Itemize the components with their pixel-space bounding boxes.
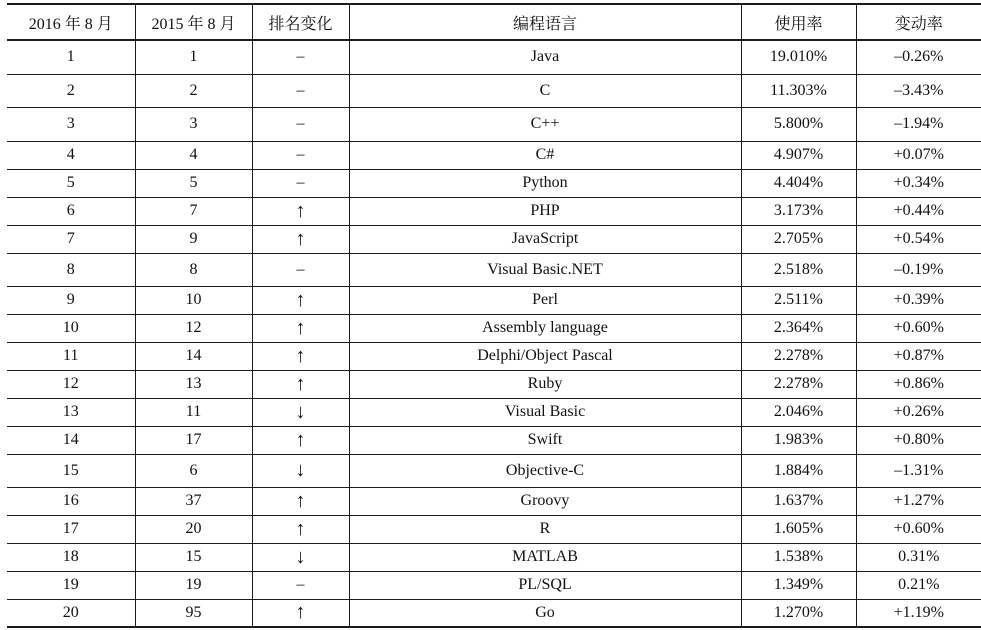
cell-language (349, 487, 741, 515)
cell-usage (741, 571, 856, 599)
cell-usage-text: 1.349% (773, 576, 824, 593)
cell-rank-2016 (7, 74, 135, 107)
cell-rank-2016 (7, 543, 135, 571)
cell-rank-2015-text: 17 (185, 431, 202, 448)
cell-rank-2015 (135, 314, 252, 342)
cell-rank-2016-text: 15 (62, 461, 79, 479)
cell-rank-2015 (135, 599, 252, 627)
cell-language-text: Visual Basic.NET (487, 260, 603, 278)
cell-usage-text: 3.173% (773, 202, 824, 219)
cell-delta (856, 197, 981, 225)
cell-delta (856, 225, 981, 253)
cell-language-text: Ruby (527, 375, 563, 392)
cell-language (349, 342, 741, 370)
cell-rank-2015-text: 37 (185, 492, 202, 509)
cell-usage (741, 40, 856, 74)
cell-delta-text: –1.31% (894, 461, 944, 479)
table-row (7, 107, 981, 141)
cell-delta-text: +1.27% (893, 492, 944, 509)
cell-delta (856, 314, 981, 342)
cell-language (349, 225, 741, 253)
rank-change-indicator: ↓ (295, 459, 306, 481)
cell-rank-2015-text: 12 (185, 319, 202, 336)
table-row (7, 286, 981, 314)
cell-rank-2015 (135, 571, 252, 599)
cell-delta (856, 426, 981, 454)
cell-rank-2015 (135, 253, 252, 286)
cell-rank-2015 (135, 169, 252, 197)
cell-usage-text: 2.511% (774, 291, 823, 308)
cell-rank-2015-text: 4 (189, 146, 198, 163)
cell-rank-2015 (135, 543, 252, 571)
cell-language-text: Swift (527, 431, 563, 448)
cell-delta (856, 74, 981, 107)
cell-language-text: Groovy (520, 492, 570, 509)
cell-delta-text: –1.94% (894, 115, 944, 132)
cell-rank-change (252, 487, 349, 515)
table-row (7, 370, 981, 398)
rank-change-indicator: ↑ (295, 316, 306, 339)
cell-rank-change (252, 74, 349, 107)
cell-rank-2016 (7, 398, 135, 426)
cell-rank-change (252, 543, 349, 571)
cell-rank-2016-text: 16 (62, 492, 79, 509)
table-row (7, 169, 981, 197)
cell-rank-2016 (7, 487, 135, 515)
cell-rank-2015 (135, 515, 252, 543)
cell-delta (856, 286, 981, 314)
cell-delta (856, 342, 981, 370)
table-row (7, 40, 981, 74)
rank-change-indicator: ↑ (295, 517, 306, 540)
cell-rank-2015-text: 6 (189, 461, 198, 479)
table-row (7, 543, 981, 571)
cell-rank-2015 (135, 225, 252, 253)
cell-usage-text: 1.538% (773, 548, 824, 565)
table-row (7, 454, 981, 487)
cell-usage (741, 253, 856, 286)
cell-language (349, 599, 741, 627)
cell-language-text: PHP (530, 202, 560, 219)
cell-rank-2016-text: 7 (66, 230, 75, 247)
cell-rank-2015-text: 3 (189, 115, 198, 132)
rank-change-indicator: – (296, 115, 305, 132)
cell-usage-text: 1.637% (773, 492, 824, 509)
cell-rank-change (252, 426, 349, 454)
header-rank-2015: 2015 年 8 月 (135, 4, 252, 40)
cell-delta-text: +0.34% (893, 174, 944, 191)
cell-language-text: MATLAB (512, 548, 578, 565)
rank-change-indicator: ↑ (295, 227, 306, 250)
cell-language (349, 253, 741, 286)
cell-usage-text: 1.884% (773, 461, 824, 479)
cell-delta (856, 370, 981, 398)
cell-language (349, 398, 741, 426)
rank-change-indicator: – (296, 48, 305, 66)
cell-rank-2015 (135, 141, 252, 169)
cell-rank-2015-text: 5 (189, 174, 198, 191)
cell-usage (741, 487, 856, 515)
cell-language-text: Python (522, 174, 568, 191)
cell-language-text: JavaScript (511, 230, 579, 247)
cell-rank-2016 (7, 426, 135, 454)
rank-change-indicator: ↓ (295, 545, 306, 568)
rank-change-indicator: – (296, 146, 305, 163)
cell-rank-2015-text: 15 (185, 548, 202, 565)
table-row (7, 426, 981, 454)
cell-language (349, 370, 741, 398)
cell-language (349, 454, 741, 487)
cell-rank-2016 (7, 225, 135, 253)
cell-rank-2016 (7, 342, 135, 370)
cell-usage-text: 2.278% (773, 375, 824, 392)
rank-change-indicator: – (296, 260, 305, 278)
cell-usage-text: 4.907% (773, 146, 824, 163)
cell-rank-2015-text: 10 (185, 291, 202, 308)
cell-rank-2015 (135, 197, 252, 225)
rank-change-indicator: ↑ (295, 428, 306, 451)
cell-delta (856, 141, 981, 169)
cell-rank-2015-text: 14 (185, 347, 202, 364)
cell-rank-change (252, 225, 349, 253)
rank-change-indicator: ↑ (295, 601, 306, 624)
cell-usage (741, 370, 856, 398)
rank-change-indicator: ↑ (295, 344, 306, 367)
rank-change-indicator: ↑ (295, 199, 306, 222)
cell-rank-2016-text: 4 (66, 146, 75, 163)
cell-delta (856, 543, 981, 571)
cell-rank-2016-text: 12 (62, 375, 79, 392)
cell-usage (741, 543, 856, 571)
cell-rank-2016-text: 2 (66, 81, 75, 99)
cell-rank-2015-text: 13 (185, 375, 202, 392)
cell-rank-2015-text: 9 (189, 230, 198, 247)
cell-delta (856, 487, 981, 515)
table-row (7, 515, 981, 543)
rank-change-indicator: ↑ (295, 489, 306, 512)
cell-usage-text: 19.010% (769, 48, 828, 66)
cell-usage (741, 169, 856, 197)
cell-language-text: R (539, 520, 551, 537)
table-body (7, 40, 981, 627)
header-delta: 变动率 (856, 4, 981, 40)
rank-change-indicator: ↑ (295, 372, 306, 395)
cell-rank-2016-text: 13 (62, 403, 79, 420)
table-row (7, 487, 981, 515)
cell-usage-text: 2.046% (773, 403, 824, 420)
cell-rank-2016 (7, 197, 135, 225)
table-row (7, 225, 981, 253)
cell-rank-2016-text: 14 (62, 431, 79, 448)
cell-rank-2015-text: 20 (185, 520, 202, 537)
cell-language-text: C++ (530, 115, 560, 132)
cell-rank-change (252, 169, 349, 197)
table-row (7, 571, 981, 599)
cell-delta-text: 0.21% (898, 576, 940, 593)
cell-language-text: Delphi/Object Pascal (477, 347, 613, 364)
cell-language (349, 571, 741, 599)
cell-rank-2015 (135, 342, 252, 370)
cell-delta-text: +0.07% (893, 146, 944, 163)
cell-rank-2015 (135, 426, 252, 454)
cell-rank-2016-text: 3 (66, 115, 75, 132)
cell-usage (741, 107, 856, 141)
cell-rank-change (252, 342, 349, 370)
cell-rank-2015 (135, 398, 252, 426)
cell-delta (856, 40, 981, 74)
cell-language-text: PL/SQL (518, 576, 572, 593)
table-row (7, 398, 981, 426)
cell-delta-text: +0.60% (893, 319, 944, 336)
cell-rank-2015-text: 19 (185, 576, 202, 593)
cell-language-text: C (539, 81, 551, 99)
cell-rank-change (252, 107, 349, 141)
cell-rank-2016-text: 10 (62, 319, 79, 336)
cell-delta (856, 253, 981, 286)
cell-delta-text: 0.31% (898, 548, 940, 565)
cell-rank-2015-text: 7 (189, 202, 198, 219)
cell-rank-change (252, 197, 349, 225)
cell-rank-2016-text: 17 (62, 520, 79, 537)
cell-language (349, 314, 741, 342)
cell-rank-2016-text: 20 (62, 603, 79, 621)
cell-rank-2015-text: 2 (189, 81, 198, 99)
cell-rank-2016-text: 11 (63, 347, 79, 364)
cell-delta-text: +0.54% (893, 230, 944, 247)
cell-usage (741, 515, 856, 543)
cell-rank-change (252, 571, 349, 599)
cell-usage (741, 141, 856, 169)
header-language: 编程语言 (349, 4, 741, 40)
cell-usage (741, 197, 856, 225)
cell-language (349, 169, 741, 197)
cell-rank-2016 (7, 169, 135, 197)
cell-rank-2016 (7, 141, 135, 169)
cell-usage-text: 2.705% (773, 230, 824, 247)
cell-language-text: Assembly language (482, 319, 608, 336)
cell-language (349, 543, 741, 571)
header-rank-change: 排名变化 (252, 4, 349, 40)
cell-delta-text: +0.44% (893, 202, 944, 219)
cell-usage (741, 426, 856, 454)
cell-usage-text: 2.278% (773, 347, 824, 364)
cell-delta-text: +0.87% (893, 347, 944, 364)
cell-rank-change (252, 398, 349, 426)
cell-delta-text: –0.19% (894, 260, 944, 278)
cell-usage-text: 2.364% (773, 319, 824, 336)
cell-rank-2015 (135, 370, 252, 398)
cell-rank-2016-text: 8 (66, 260, 75, 278)
cell-language (349, 197, 741, 225)
cell-usage (741, 398, 856, 426)
cell-rank-2015-text: 95 (185, 603, 202, 621)
rank-change-indicator: ↓ (295, 400, 306, 423)
cell-rank-2016 (7, 454, 135, 487)
cell-delta (856, 169, 981, 197)
cell-rank-2015-text: 11 (185, 403, 202, 420)
rank-change-indicator: – (296, 81, 305, 99)
table-row (7, 253, 981, 286)
table-row (7, 197, 981, 225)
cell-usage (741, 314, 856, 342)
table-row (7, 342, 981, 370)
cell-usage-text: 11.303% (770, 81, 827, 99)
cell-delta (856, 107, 981, 141)
cell-rank-2016 (7, 599, 135, 627)
cell-language-text: Objective-C (505, 461, 585, 479)
cell-delta (856, 599, 981, 627)
header-rank-2016: 2016 年 8 月 (7, 4, 135, 40)
cell-rank-2015-text: 8 (189, 260, 198, 278)
cell-rank-2016-text: 1 (66, 48, 75, 66)
cell-usage (741, 454, 856, 487)
cell-rank-2015 (135, 74, 252, 107)
language-ranking-table (7, 3, 981, 628)
cell-rank-change (252, 515, 349, 543)
table-row (7, 314, 981, 342)
cell-rank-2016 (7, 40, 135, 74)
cell-rank-2016 (7, 314, 135, 342)
cell-language-text: Perl (532, 291, 558, 308)
cell-language (349, 515, 741, 543)
cell-rank-2015 (135, 487, 252, 515)
cell-rank-2015 (135, 286, 252, 314)
cell-language (349, 107, 741, 141)
cell-language (349, 40, 741, 74)
cell-usage-text: 5.800% (773, 115, 824, 132)
cell-delta-text: +0.39% (893, 291, 944, 308)
cell-delta-text: +0.60% (893, 520, 944, 537)
cell-usage (741, 342, 856, 370)
cell-rank-change (252, 599, 349, 627)
table-row (7, 599, 981, 627)
cell-usage-text: 4.404% (773, 174, 824, 191)
cell-rank-2015 (135, 40, 252, 74)
cell-language (349, 426, 741, 454)
cell-rank-2016 (7, 515, 135, 543)
cell-rank-2016-text: 5 (66, 174, 75, 191)
cell-rank-change (252, 141, 349, 169)
cell-usage-text: 2.518% (773, 260, 824, 278)
cell-language (349, 286, 741, 314)
cell-delta-text: +1.19% (893, 603, 944, 621)
table-row (7, 141, 981, 169)
cell-usage (741, 225, 856, 253)
cell-rank-change (252, 253, 349, 286)
header-usage: 使用率 (741, 4, 856, 40)
cell-usage-text: 1.983% (773, 431, 824, 448)
cell-rank-change (252, 314, 349, 342)
cell-rank-2016-text: 9 (66, 291, 75, 308)
rank-change-indicator: ↑ (295, 288, 306, 311)
cell-language-text: Visual Basic (504, 403, 586, 420)
cell-delta-text: –0.26% (894, 48, 944, 66)
cell-rank-2015 (135, 107, 252, 141)
cell-rank-2016 (7, 571, 135, 599)
cell-rank-2015-text: 1 (189, 48, 198, 66)
cell-delta-text: –3.43% (894, 81, 944, 99)
cell-rank-2016-text: 6 (66, 202, 75, 219)
cell-rank-change (252, 40, 349, 74)
rank-change-indicator: – (296, 576, 305, 593)
cell-delta (856, 571, 981, 599)
cell-language-text: Java (530, 48, 560, 66)
cell-usage (741, 286, 856, 314)
rank-change-indicator: – (296, 174, 305, 191)
cell-language (349, 141, 741, 169)
cell-delta (856, 515, 981, 543)
cell-delta (856, 454, 981, 487)
cell-rank-2016-text: 18 (62, 548, 79, 565)
cell-language (349, 74, 741, 107)
cell-rank-change (252, 370, 349, 398)
cell-delta-text: +0.26% (893, 403, 944, 420)
cell-language-text: C# (535, 146, 555, 163)
cell-rank-2016-text: 19 (62, 576, 79, 593)
cell-rank-2015 (135, 454, 252, 487)
cell-delta (856, 398, 981, 426)
table-header (7, 4, 981, 40)
header-row (7, 4, 981, 40)
cell-rank-change (252, 286, 349, 314)
table-row (7, 74, 981, 107)
cell-delta-text: +0.86% (893, 375, 944, 392)
cell-rank-change (252, 454, 349, 487)
cell-usage (741, 74, 856, 107)
cell-rank-2016 (7, 370, 135, 398)
cell-usage-text: 1.270% (773, 603, 824, 621)
cell-rank-2016 (7, 107, 135, 141)
cell-usage (741, 599, 856, 627)
cell-delta-text: +0.80% (893, 431, 944, 448)
cell-language-text: Go (535, 603, 555, 621)
cell-rank-2016 (7, 286, 135, 314)
cell-usage-text: 1.605% (773, 520, 824, 537)
cell-rank-2016 (7, 253, 135, 286)
